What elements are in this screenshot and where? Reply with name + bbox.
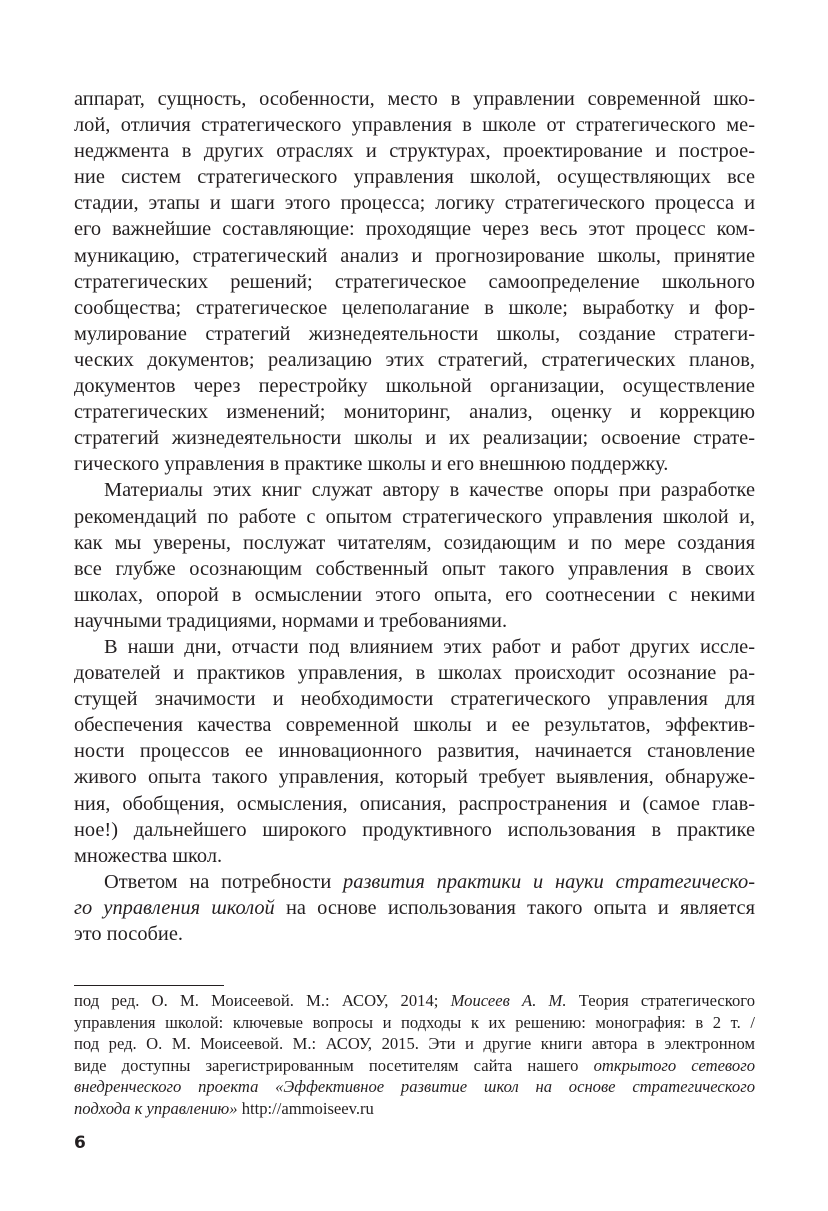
text-line: ния, обобщения, осмысления, описания, распространения и (самое глав- [74,792,755,815]
text-line: научными традициями, нормами и требованиями. [74,609,508,632]
text-run: под ред. О. М. Моисеевой. М.: АСОУ, 2014; [74,991,451,1010]
text-line [74,895,755,921]
text-line: школах, опорой в осмыслении этого опыта, его соотнесении с некими [74,583,755,606]
text-line: рекомендаций по работе с опытом стратегического управления школой и, [74,505,755,528]
footnote-line [74,1076,755,1098]
footnote-line [74,1012,755,1034]
text-line: ности процессов ее инновационного развития, начинается становление [74,740,755,763]
text-line: ние систем стратегического управления школой, осуществляющих все [74,166,755,189]
text-line: Материалы этих книг служат автору в качестве опоры при разработке [104,479,755,502]
text-line: аппарат, сущность, особенности, место в управлении современной шко- [74,88,755,110]
text-run: на основе использования такого опыта и является [274,896,755,919]
text-run: виде доступны зарегистрированным посетителям сайта нашего [74,1055,594,1075]
footnote-divider [74,985,224,986]
text-line: обеспечения качества современной школы и ее результатов, эффектив- [74,714,755,737]
text-line: живого опыта такого управления, который требует выявления, обнаруже- [74,766,755,789]
text-run: Ответом на потребности [104,870,344,893]
text-line: ное!) дальнейшего широкого продуктивного использования в практике [74,818,755,841]
text-line: В наши дни, отчасти под влиянием этих работ и работ других иссле- [104,635,755,658]
text-line: дователей и практиков управления, в школах происходит осознание ра- [74,662,755,685]
text-run: управления школой: ключевые вопросы и подходы к их решению: монография: в 2 т. / [74,1012,755,1032]
footnote-line [74,1055,755,1077]
italic-text: подхода к управлению» [74,1098,238,1118]
footnote-line [74,990,755,1012]
text-line: все глубже осознающим собственный опыт такого управления в своих [74,557,755,580]
text-line: муникацию, стратегический анализ и прогнозирование школы, принятие [74,244,755,267]
text-run: Теория стратегического [566,991,755,1010]
italic-text: го управления школой [74,896,275,919]
footnote-line [74,1033,755,1055]
text-line: стратегических решений; стратегическое самоопределение школьного [74,270,755,293]
text-line [74,869,755,895]
text-line: лой, отличия стратегического управления в школе от стратегического ме- [74,114,755,137]
text-line: сообщества; стратегическое целеполагание в школе; выработку и фор- [74,296,755,319]
text-run: под ред. О. М. Моисеевой. М.: АСОУ, 2015. Эти и другие книги автора в электронном [74,1034,755,1054]
italic-text: Моисеев А. М. [450,991,567,1010]
text-line: стадии, этапы и шаги этого процесса; логику стратегического процесса и [74,192,755,215]
footnote [74,990,755,1120]
text-line: гического управления в практике школы и его внешнюю поддержку. [74,453,669,476]
italic-text: развития практики и науки стратегическо- [343,870,755,893]
page-number: 6 [74,1133,86,1153]
text-line: неджмента в других отраслях и структурах, проектирование и построе- [74,140,755,163]
footnote-url: http://ammoiseev.ru [237,1098,374,1118]
text-line: документов через перестройку школьной организации, осуществление [74,375,755,398]
text-line: ческих документов; реализацию этих стратегий, стратегических планов, [74,348,755,371]
text-line: стратегических изменений; мониторинг, анализ, оценку и коррекцию [74,401,755,424]
text-line: стратегий жизнедеятельности школы и их реализации; освоение страте- [74,427,755,450]
text-line: множества школ. [74,844,223,867]
text-line: его важнейшие составляющие: проходящие через весь этот процесс ком- [74,218,755,241]
text-line: стущей значимости и необходимости стратегического управления для [74,688,755,711]
footnote-line [74,1098,755,1120]
text-line: мулирование стратегий жизнедеятельности школы, создание стратеги- [74,322,755,345]
italic-text: внедренческого проекта «Эффективное развитие школ на основе стратегического [74,1077,755,1097]
main-text [74,86,755,947]
text-line: это пособие. [74,923,183,945]
text-line: как мы уверены, послужат читателям, созидающим и по мере создания [74,531,755,554]
italic-text: открытого сетевого [593,1055,755,1075]
